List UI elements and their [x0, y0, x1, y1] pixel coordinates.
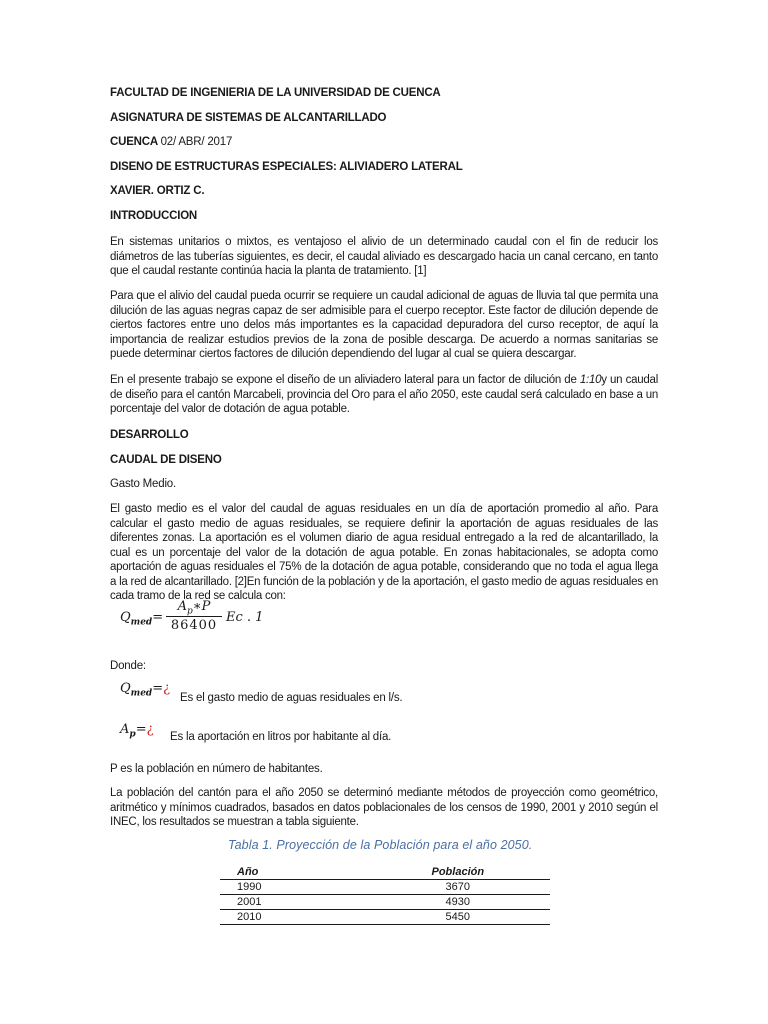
cell-year: 2001	[220, 895, 366, 910]
table-row	[220, 895, 550, 910]
date-value: 02/ ABR/ 2017	[160, 136, 233, 148]
ap-symbol: $A_p=¿$	[120, 722, 154, 740]
mean-flow-heading-text: Gasto Medio.	[110, 478, 176, 490]
header-population: Población	[366, 865, 550, 880]
mean-flow-paragraph: El gasto medio es el valor del caudal de aguas residuales en un día de aportación promedio al año. Para calcular el gasto medio de aguas residuales, se requiere definir la aportación de aguas residuales de las diferentes zonas. La aportación es el volumen diario de agua residual entregado a la red de alcantarillado, la cual es un porcentaje del valor de la dotación de agua potable. En zonas habitacionales, se adopta como aportación de aguas residuales el 75% de la dotación de agua potable, considerando que no toda el agua llega a la red de alcantarillado. [2]En función de la población y de la aportación, el gasto medio de aguas residuales en cada tramo de la red se calcula con:	[110, 503, 658, 602]
equation-numerator: $A_p∗P$	[177, 599, 211, 617]
cell-population: 4930	[366, 895, 550, 910]
table-caption: Tabla 1. Proyección de la Población para el año 2050.	[228, 838, 533, 852]
cell-population: 5450	[366, 910, 550, 925]
equation-lhs: $Q_{med}=$	[120, 610, 164, 628]
population-table	[220, 865, 550, 925]
equation-1	[120, 598, 320, 640]
intro-p3-start: En el presente trabajo se expone el diseño de un aliviadero lateral para un factor de dilución de	[110, 374, 580, 386]
development-heading: DESARROLLO	[110, 429, 189, 441]
qmed-description: Es el gasto medio de aguas residuales en l/s.	[180, 692, 403, 704]
donde-label: Donde:	[110, 660, 146, 672]
intro-p3-end: y un caudal de diseño para el cantón Marcabeli, provincia del Oro para el año 2050, este caudal será calculado en base a un porcentaje del valor de dotación de agua potable.	[110, 374, 658, 415]
mean-flow-heading	[110, 477, 176, 492]
cell-population: 3670	[366, 880, 550, 895]
equation-fraction	[164, 598, 224, 634]
p-description: P es la población en número de habitantes.	[110, 763, 323, 775]
cell-year: 2010	[220, 910, 366, 925]
document-title: DISENO DE ESTRUCTURAS ESPECIALES: ALIVIADERO LATERAL	[110, 161, 463, 173]
intro-paragraph-3	[110, 373, 658, 417]
table-row	[220, 880, 550, 895]
header-year: Año	[220, 865, 366, 880]
intro-paragraph-1: En sistemas unitarios o mixtos, es ventajoso el alivio de un determinado caudal con el fin de reducir los diámetros de las tuberías siguientes, es decir, el caudal aliviado es descargado hacia un canal cercano, en tanto que el caudal restante continúa hacia la planta de tratamiento. [1]	[110, 236, 658, 277]
population-paragraph: La población del cantón para el año 2050 se determinó mediante métodos de proyección como geométrico, aritmético y mínimos cuadrados, basados en datos poblacionales de los censos de 1990, 2001 y 2010 según el INEC, los resultados se muestran a tabla siguiente.	[110, 787, 658, 828]
ap-description: Es la aportación en litros por habitante al día.	[170, 731, 392, 743]
equation-denominator: 86400	[170, 618, 218, 633]
intro-paragraph-2: Para que el alivio del caudal pueda ocurrir se requiere un caudal adicional de aguas de lluvia tal que permita una dilución de las aguas negras capaz de ser admisible para el cuerpo receptor. Este factor de dilución depende de ciertos factores entre uno delos más importantes es la capacidad depuradora del curso receptor, de aquí la importancia de realizar estudios previos de la zona de posible descarga. De acuerdo a normas sanitarias se puede determinar ciertos factores de dilución dependiendo del lugar al cual se quiera descargar.	[110, 290, 658, 360]
faculty-heading: FACULTAD DE INGENIERIA DE LA UNIVERSIDAD DE CUENCA	[110, 87, 441, 99]
intro-heading: INTRODUCCION	[110, 210, 198, 222]
equation-label: Ec . 1	[226, 610, 264, 625]
qmed-symbol: $Q_{med}=¿$	[120, 681, 171, 699]
design-flow-heading: CAUDAL DE DISENO	[110, 454, 222, 466]
table-header-row	[220, 865, 550, 880]
dilution-ratio: 1:10	[579, 374, 602, 386]
date-line	[110, 135, 232, 150]
subject-heading: ASIGNATURA DE SISTEMAS DE ALCANTARILLADO	[110, 112, 387, 124]
author-name: XAVIER. ORTIZ C.	[110, 185, 205, 197]
cell-year: 1990	[220, 880, 366, 895]
table-row	[220, 910, 550, 925]
date-city: CUENCA	[110, 136, 158, 148]
